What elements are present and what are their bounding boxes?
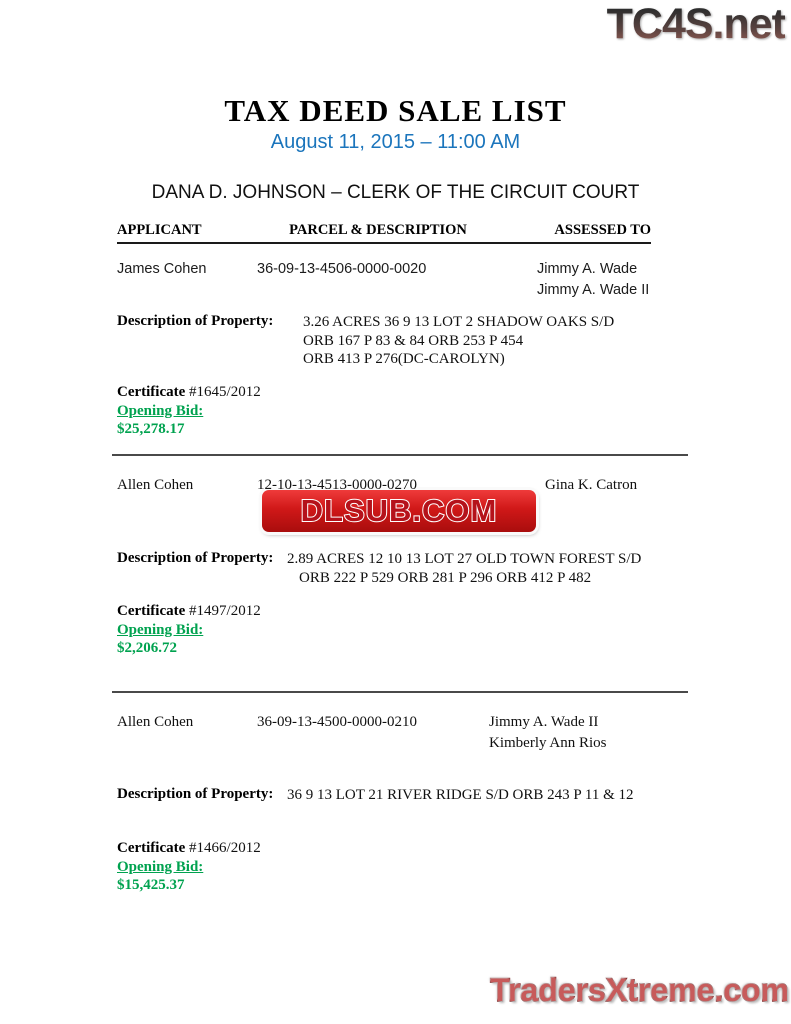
description-text bbox=[287, 550, 641, 587]
column-header-applicant: APPLICANT bbox=[117, 222, 202, 238]
opening-bid-label: Opening Bid: bbox=[117, 859, 204, 875]
opening-bid-amount: $2,206.72 bbox=[117, 640, 177, 656]
certificate-line bbox=[117, 603, 261, 620]
assessed-to-name: Jimmy A. Wade II bbox=[489, 714, 599, 730]
description-label: Description of Property: bbox=[117, 786, 274, 802]
opening-bid-amount: $25,278.17 bbox=[117, 421, 185, 437]
certificate-number: #1645/2012 bbox=[189, 384, 261, 400]
description-line: 2.89 ACRES 12 10 13 LOT 27 OLD TOWN FOREST S/D bbox=[287, 551, 642, 567]
assessed-to-name: Kimberly Ann Rios bbox=[489, 735, 607, 751]
column-header-row bbox=[117, 222, 651, 244]
description-line: ORB 167 P 83 & 84 ORB 253 P 454 bbox=[303, 332, 524, 349]
description-line: ORB 413 P 276(DC-CAROLYN) bbox=[303, 351, 505, 367]
certificate-line bbox=[117, 840, 261, 857]
clerk-line: DANA D. JOHNSON – CLERK OF THE CIRCUIT COURT bbox=[151, 182, 640, 203]
description-line: 36 9 13 LOT 21 RIVER RIDGE S/D ORB 243 P 11 & 12 bbox=[287, 787, 634, 803]
certificate-number: #1466/2012 bbox=[189, 840, 261, 856]
watermark-dlsub-text: DLSUB.COM bbox=[300, 493, 498, 528]
parcel-number: 36-09-13-4506-0000-0020 bbox=[257, 261, 427, 277]
certificate-label: Certificate bbox=[117, 384, 186, 400]
certificate-number: #1497/2012 bbox=[189, 603, 261, 619]
assessed-to-name: Gina K. Catron bbox=[545, 477, 638, 493]
certificate-label: Certificate bbox=[117, 840, 186, 856]
page-title: TAX DEED SALE LIST bbox=[224, 93, 567, 128]
watermark-tradersxtreme: TradersXtreme.com bbox=[490, 972, 789, 1008]
opening-bid-label: Opening Bid: bbox=[117, 403, 204, 419]
applicant-name: James Cohen bbox=[117, 261, 207, 277]
certificate-line bbox=[117, 384, 261, 401]
watermark-tc4s: TC4S.net bbox=[606, 0, 785, 48]
certificate-label: Certificate bbox=[117, 603, 186, 619]
column-header-parcel: PARCEL & DESCRIPTION bbox=[289, 222, 467, 238]
watermark-dlsub-banner bbox=[262, 490, 536, 532]
description-line: 3.26 ACRES 36 9 13 LOT 2 SHADOW OAKS S/D bbox=[303, 314, 615, 330]
description-text bbox=[303, 313, 614, 369]
opening-bid-label: Opening Bid: bbox=[117, 622, 204, 638]
assessed-to-name: Jimmy A. Wade bbox=[537, 261, 638, 277]
section-divider bbox=[112, 691, 688, 693]
sale-date: August 11, 2015 – 11:00 AM bbox=[270, 131, 521, 153]
parcel-number: 12-10-13-4513-0000-0270 bbox=[257, 477, 417, 493]
parcel-number: 36-09-13-4500-0000-0210 bbox=[257, 714, 417, 730]
applicant-name: Allen Cohen bbox=[117, 714, 194, 730]
section-divider bbox=[112, 454, 688, 456]
applicant-name: Allen Cohen bbox=[117, 477, 194, 493]
opening-bid-amount: $15,425.37 bbox=[117, 877, 185, 893]
column-header-assessed: ASSESSED TO bbox=[554, 222, 651, 238]
assessed-to-name: Jimmy A. Wade II bbox=[537, 282, 650, 298]
description-label: Description of Property: bbox=[117, 550, 274, 566]
description-line: ORB 222 P 529 ORB 281 P 296 ORB 412 P 482 bbox=[299, 569, 592, 586]
description-label: Description of Property: bbox=[117, 313, 274, 329]
description-text bbox=[287, 786, 634, 805]
